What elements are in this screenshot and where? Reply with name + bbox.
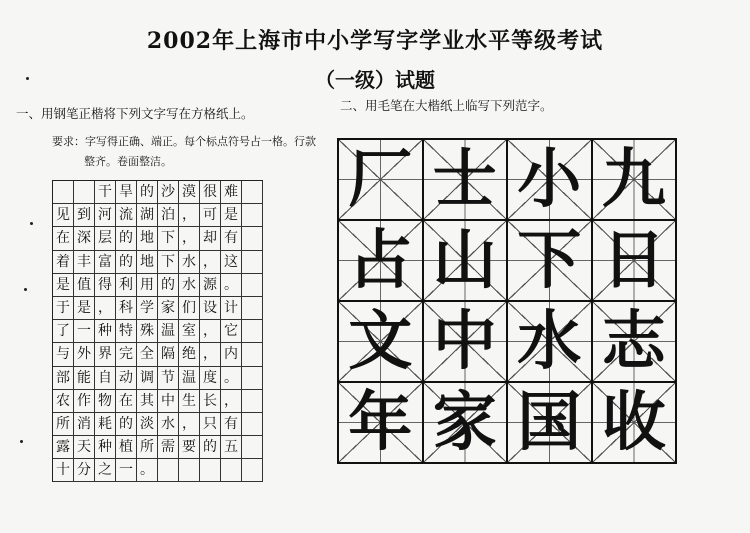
- grid-cell: [200, 459, 221, 482]
- grid-cell: [242, 227, 263, 250]
- grid-cell: 动: [116, 367, 137, 390]
- model-character: 九: [601, 141, 666, 217]
- grid-cell: 。: [137, 459, 158, 482]
- grid-cell: 水: [158, 413, 179, 436]
- grid-cell: 物: [95, 390, 116, 413]
- model-character: 水: [517, 303, 582, 379]
- grid-cell: 得: [95, 274, 116, 297]
- grid-cell: 内: [221, 343, 242, 366]
- grid-cell: 着: [53, 251, 74, 274]
- grid-cell: 学: [137, 297, 158, 320]
- grid-cell: [158, 459, 179, 482]
- copybook-cell: [424, 221, 509, 302]
- grid-cell: 植: [116, 436, 137, 459]
- grid-cell: ，: [95, 297, 116, 320]
- grid-cell: 特: [116, 320, 137, 343]
- model-character: 小: [517, 141, 582, 217]
- section-2-heading: 二、用毛笔在大楷纸上临写下列范字。: [340, 98, 553, 113]
- grid-cell: [74, 181, 95, 204]
- grid-cell: 家: [158, 297, 179, 320]
- grid-cell: 外: [74, 343, 95, 366]
- scan-speck: [26, 77, 29, 80]
- grid-cell: 地: [137, 251, 158, 274]
- grid-cell: ，: [179, 204, 200, 227]
- grid-cell: 自: [95, 367, 116, 390]
- grid-cell: 的: [116, 251, 137, 274]
- grid-cell: [242, 436, 263, 459]
- copybook-grid: [337, 138, 677, 464]
- grid-cell: 它: [221, 320, 242, 343]
- grid-cell: 在: [53, 227, 74, 250]
- grid-cell: 的: [116, 227, 137, 250]
- grid-cell: [242, 459, 263, 482]
- grid-cell: 殊: [137, 320, 158, 343]
- grid-cell: 调: [137, 367, 158, 390]
- grid-cell: 用: [137, 274, 158, 297]
- grid-cell: 干: [95, 181, 116, 204]
- grid-cell: [242, 343, 263, 366]
- grid-cell: 在: [116, 390, 137, 413]
- grid-cell: 的: [116, 413, 137, 436]
- scan-speck: [20, 440, 23, 443]
- copybook-cell: [424, 140, 509, 221]
- grid-cell: 源: [200, 274, 221, 297]
- model-character: 中: [432, 303, 497, 379]
- grid-cell: 丰: [74, 251, 95, 274]
- grid-cell: 需: [158, 436, 179, 459]
- grid-cell: 部: [53, 367, 74, 390]
- grid-cell: 湖: [137, 204, 158, 227]
- grid-cell: [242, 413, 263, 436]
- grid-cell: ，: [200, 251, 221, 274]
- copybook-cell: [339, 383, 424, 464]
- grid-cell: 作: [74, 390, 95, 413]
- requirement-line-2: 整齐。卷面整洁。: [84, 155, 172, 168]
- grid-cell: 地: [137, 227, 158, 250]
- scan-speck: [24, 288, 27, 291]
- grid-cell: 。: [221, 367, 242, 390]
- grid-cell: 有: [221, 413, 242, 436]
- grid-cell: 水: [179, 251, 200, 274]
- grid-cell: [242, 297, 263, 320]
- grid-cell: 于: [53, 297, 74, 320]
- grid-cell: [242, 251, 263, 274]
- grid-cell: 全: [137, 343, 158, 366]
- grid-cell: 其: [137, 390, 158, 413]
- grid-cell: 能: [74, 367, 95, 390]
- square-paper-grid: [52, 180, 263, 482]
- section-1-heading: 一、用钢笔正楷将下列文字写在方格纸上。: [16, 106, 254, 121]
- grid-cell: [242, 204, 263, 227]
- grid-cell: 中: [158, 390, 179, 413]
- grid-cell: 绝: [179, 343, 200, 366]
- model-character: 收: [601, 384, 666, 460]
- model-character: 占: [348, 222, 413, 298]
- grid-cell: 计: [221, 297, 242, 320]
- grid-cell: [179, 459, 200, 482]
- grid-cell: [242, 181, 263, 204]
- grid-cell: ，: [179, 227, 200, 250]
- grid-cell: 泊: [158, 204, 179, 227]
- copybook-cell: [593, 221, 678, 302]
- grid-cell: 完: [116, 343, 137, 366]
- grid-cell: [242, 367, 263, 390]
- grid-cell: 可: [200, 204, 221, 227]
- model-character: 文: [348, 303, 413, 379]
- grid-cell: 们: [179, 297, 200, 320]
- grid-cell: [221, 459, 242, 482]
- grid-cell: [53, 181, 74, 204]
- grid-cell: 与: [53, 343, 74, 366]
- grid-cell: 旱: [116, 181, 137, 204]
- grid-cell: 设: [200, 297, 221, 320]
- exam-title: 2002年上海市中小学写字学业水平等级考试: [146, 28, 604, 54]
- grid-cell: 沙: [158, 181, 179, 204]
- grid-cell: 了: [53, 320, 74, 343]
- grid-cell: [242, 320, 263, 343]
- grid-cell: 十: [53, 459, 74, 482]
- grid-cell: 隔: [158, 343, 179, 366]
- grid-cell: ，: [179, 413, 200, 436]
- grid-cell: 室: [179, 320, 200, 343]
- grid-cell: 只: [200, 413, 221, 436]
- copybook-cell: [424, 383, 509, 464]
- grid-cell: 是: [221, 204, 242, 227]
- grid-cell: 河: [95, 204, 116, 227]
- grid-cell: 所: [53, 413, 74, 436]
- grid-cell: 水: [179, 274, 200, 297]
- grid-cell: [242, 274, 263, 297]
- grid-cell: 要: [179, 436, 200, 459]
- model-character: 士: [432, 141, 497, 217]
- scan-speck: [30, 222, 33, 225]
- copybook-cell: [593, 140, 678, 221]
- grid-cell: 天: [74, 436, 95, 459]
- grid-cell: 利: [116, 274, 137, 297]
- section-1-requirements: [52, 132, 322, 172]
- grid-cell: 一: [74, 320, 95, 343]
- copybook-cell: [508, 140, 593, 221]
- copybook-cell: [508, 383, 593, 464]
- grid-cell: ，: [200, 343, 221, 366]
- grid-cell: 度: [200, 367, 221, 390]
- grid-cell: 下: [158, 227, 179, 250]
- grid-cell: 值: [74, 274, 95, 297]
- grid-cell: [242, 390, 263, 413]
- copybook-cell: [508, 221, 593, 302]
- grid-cell: 流: [116, 204, 137, 227]
- copybook-cell: [424, 302, 509, 383]
- grid-cell: 富: [95, 251, 116, 274]
- model-character: 家: [432, 384, 497, 460]
- grid-cell: 层: [95, 227, 116, 250]
- grid-cell: 界: [95, 343, 116, 366]
- grid-cell: 种: [95, 320, 116, 343]
- requirement-line-1: 要求：字写得正确、端正。每个标点符号占一格。行款: [52, 135, 316, 148]
- grid-cell: 是: [53, 274, 74, 297]
- grid-cell: ，: [200, 320, 221, 343]
- grid-cell: 节: [158, 367, 179, 390]
- copybook-cell: [339, 302, 424, 383]
- grid-cell: 的: [200, 436, 221, 459]
- grid-cell: 五: [221, 436, 242, 459]
- model-character: 厂: [348, 141, 413, 217]
- grid-cell: 生: [179, 390, 200, 413]
- grid-cell: 淡: [137, 413, 158, 436]
- grid-cell: 这: [221, 251, 242, 274]
- grid-cell: 消: [74, 413, 95, 436]
- exam-subtitle: （一级）试题: [315, 68, 435, 92]
- grid-cell: 露: [53, 436, 74, 459]
- grid-cell: 农: [53, 390, 74, 413]
- grid-cell: 温: [179, 367, 200, 390]
- grid-cell: 下: [158, 251, 179, 274]
- copybook-cell: [508, 302, 593, 383]
- model-character: 山: [432, 222, 497, 298]
- model-character: 志: [601, 303, 666, 379]
- model-character: 下: [517, 222, 582, 298]
- grid-cell: 很: [200, 181, 221, 204]
- grid-cell: 的: [137, 181, 158, 204]
- grid-cell: 种: [95, 436, 116, 459]
- grid-cell: ，: [221, 390, 242, 413]
- copybook-cell: [339, 221, 424, 302]
- grid-cell: 耗: [95, 413, 116, 436]
- grid-cell: 难: [221, 181, 242, 204]
- copybook-cell: [593, 383, 678, 464]
- grid-cell: 漠: [179, 181, 200, 204]
- grid-cell: 长: [200, 390, 221, 413]
- grid-cell: 。: [221, 274, 242, 297]
- grid-cell: 分: [74, 459, 95, 482]
- model-character: 年: [348, 384, 413, 460]
- grid-cell: 深: [74, 227, 95, 250]
- model-character: 国: [517, 384, 582, 460]
- copybook-cell: [339, 140, 424, 221]
- model-character: 日: [601, 222, 666, 298]
- copybook-cell: [593, 302, 678, 383]
- grid-cell: 却: [200, 227, 221, 250]
- grid-cell: 到: [74, 204, 95, 227]
- grid-cell: 有: [221, 227, 242, 250]
- grid-cell: 是: [74, 297, 95, 320]
- grid-cell: 之: [95, 459, 116, 482]
- grid-cell: 的: [158, 274, 179, 297]
- grid-cell: 温: [158, 320, 179, 343]
- grid-cell: 所: [137, 436, 158, 459]
- grid-cell: 一: [116, 459, 137, 482]
- grid-cell: 科: [116, 297, 137, 320]
- grid-cell: 见: [53, 204, 74, 227]
